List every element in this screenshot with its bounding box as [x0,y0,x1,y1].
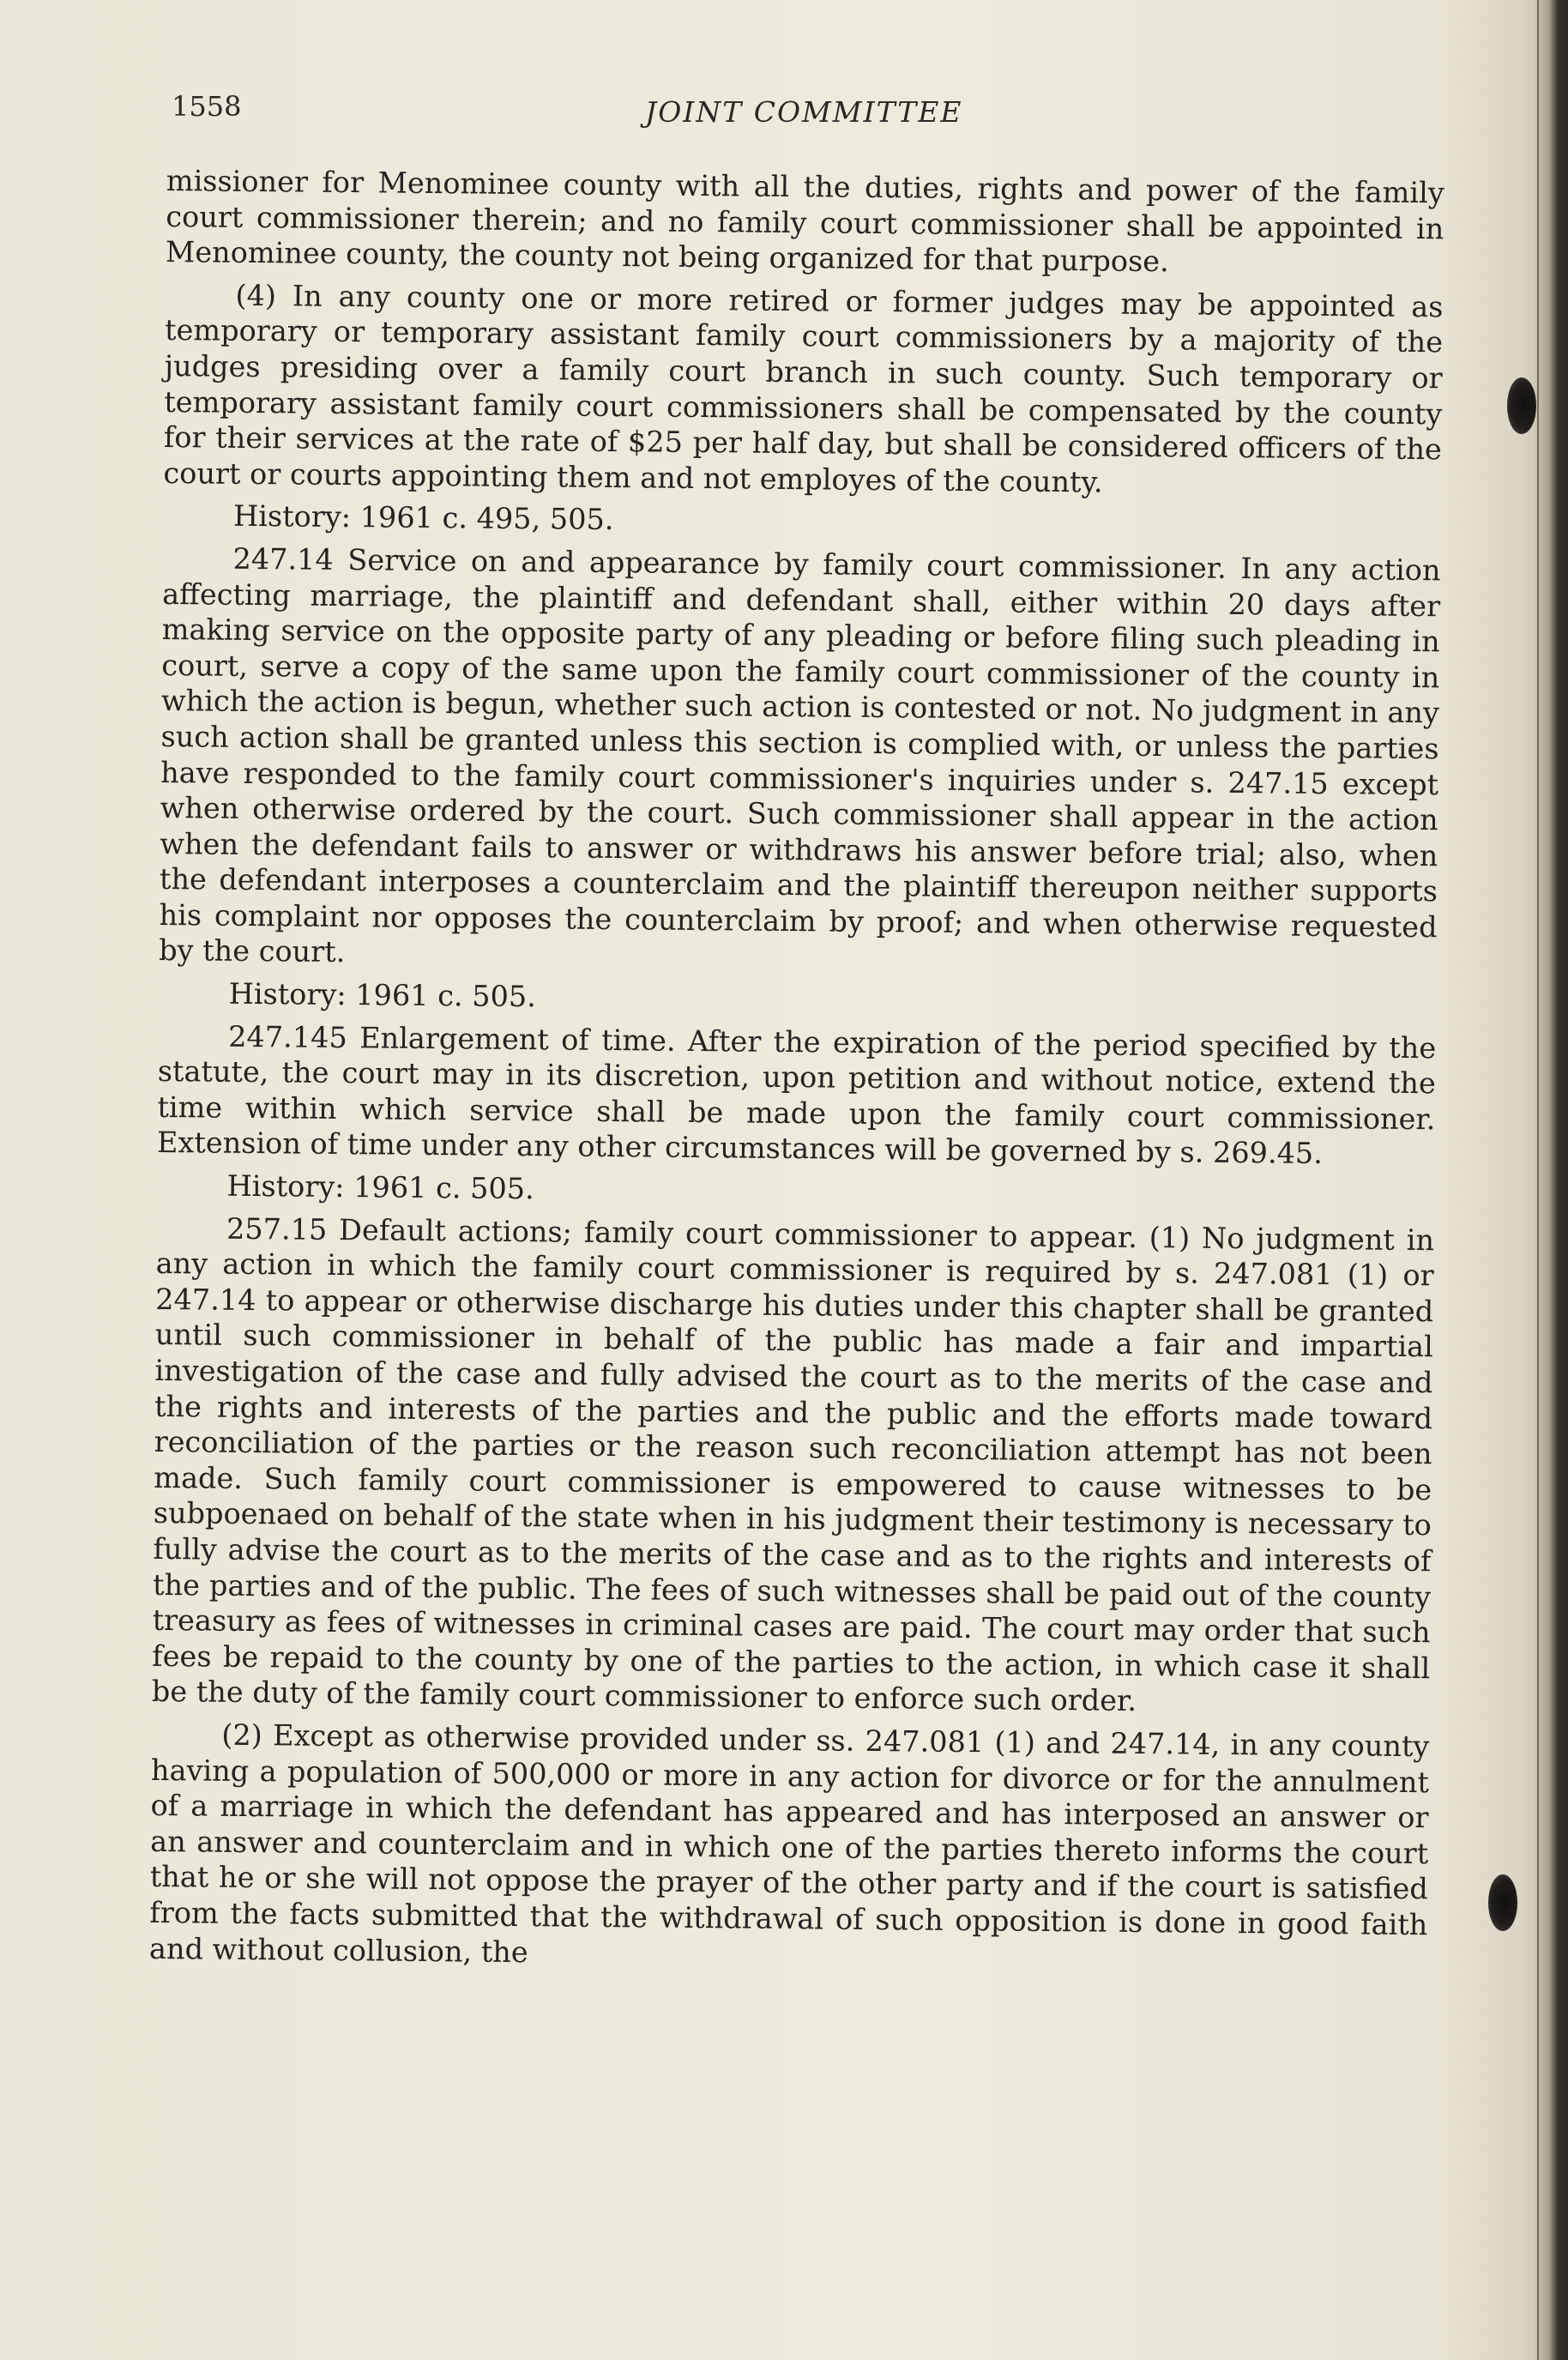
page-header [172,90,1441,133]
section-247-14: 247.14 Service on and appearance by family court commissioner. In any action affecting marriage, the plaintiff and defendant shall, either within 20 days after making service on the opposite party of any pleading or before filing such pleading in court, serve a copy of the same upon the family court commissioner of the county in which the action is begun, whether such action is contested or not. No judgment in any such action shall be granted unless this section is complied with, or unless the parties have responded to the family court commissioner's inquiries under s. 247.15 except when otherwise ordered by the court. Such commissioner shall appear in the action when the defendant fails to answer or withdraws his answer before trial; also, when the defendant interposes a counterclaim and the plaintiff thereupon neither supports his complaint nor opposes the counterclaim by proof; and when otherwise requested by the court. [159,541,1441,969]
binding-edge-shadow [1534,0,1568,2360]
section-247-145: 247.145 Enlargement of time. After the expiration of the period specified by the statute, the court may in its discretion, upon petition and without notice, extend the time within which service shall be made upon the family court commissioner. Extension of time under any other circumstances will be governed by s. 269.45. [156,1019,1437,1171]
punch-hole-lower [1488,1874,1517,1931]
body-text [149,163,1444,1985]
punch-hole-upper [1507,377,1536,434]
running-head: JOINT COMMITTEE [645,95,963,129]
history-note: History: 1961 c. 505. [226,1168,534,1206]
page-number: 1558 [172,90,242,123]
history-note: History: 1961 c. 495, 505. [232,499,614,537]
paragraph-subsection-2: (2) Except as otherwise provided under ss. 247.081 (1) and 247.14, in any county having a population of 500,000 or more in any action for divorce or for the annulment of a marriage in which the defendant has appeared and has interposed an answer or an answer and counterclaim and in which one of the parties thereto informs the court that he or she will not oppose the prayer of the other party and if the court is satisfied from the facts submitted that the withdrawal of such opposition is done in good faith and without collusion, the [148,1717,1430,1969]
paragraph-subsection-4: (4) In any county one or more retired or former judges may be appointed as temporary or temporary assistant family court commissioners by a majority of the judges presiding over a family court branch in such county. Such temporary or temporary assistant family court commissioners shall be compensated by the county for their services at the rate of $25 per half day, but shall be considered officers of the court or courts appointing them and not employes of the county. [163,278,1444,499]
section-257-15: 257.15 Default actions; family court commissioner to appear. (1) No judgment in any action in which the family court commissioner is required by s. 247.081 (1) or 247.14 to appear or otherwise discharge his duties under this chapter shall be granted until such commissioner in behalf of the public has made a fair and impartial investigation of the case and fully advised the court as to the merits of the case and the rights and interests of the parties and the public and the efforts made toward reconciliation of the parties or the reason such reconciliation attempt has not been made. Such family court commissioner is empowered to cause witnesses to be subpoenaed on behalf of the state when in his judgment their testimony is necessary to fully advise the court as to the merits of the case and as to the rights and interests of the parties and of the public. The fees of such witnesses shall be paid out of the county treasury as fees of witnesses in criminal cases are paid. The court may order that such fees be repaid to the county by one of the parties to the action, in which case it shall be the duty of the family court commissioner to enforce such order. [151,1211,1435,1718]
paragraph-continuation: missioner for Menominee county with all the duties, rights and power of the family court commissioner therein; and no family court commissioner shall be appointed in Menominee county, the county not being organized for that purpose. [165,163,1444,279]
history-note: History: 1961 c. 505. [228,976,537,1014]
